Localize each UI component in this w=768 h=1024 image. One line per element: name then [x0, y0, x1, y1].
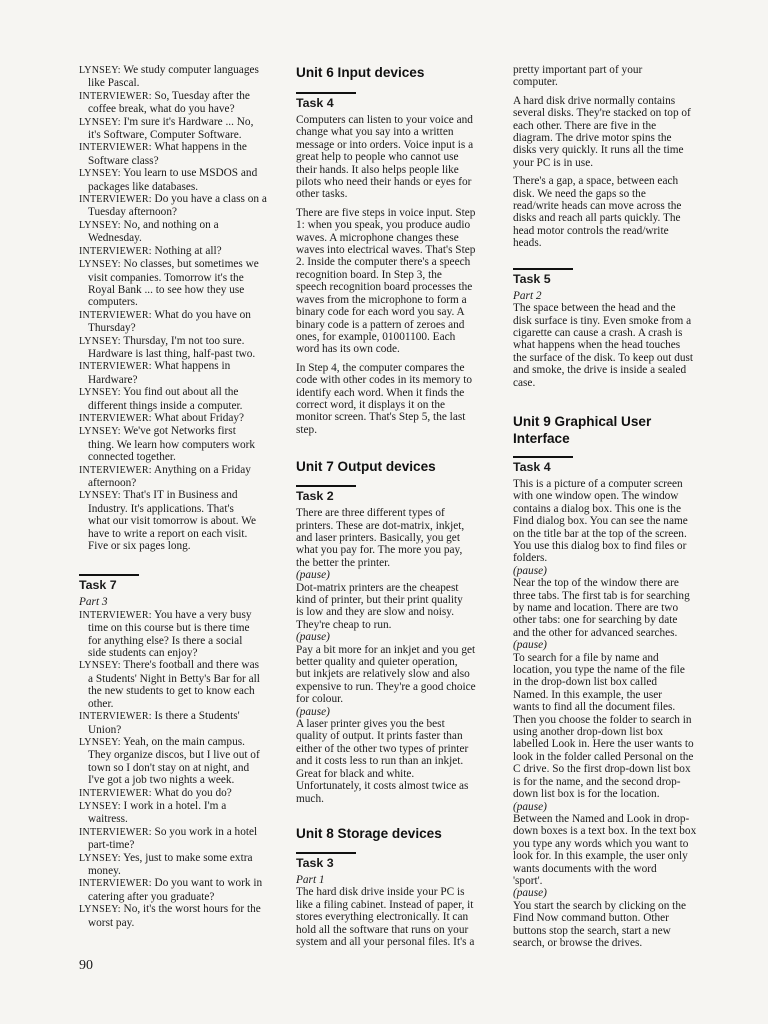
dialogue-text: What do you do?	[154, 786, 232, 799]
task-5-part-label: Part 2	[513, 289, 542, 302]
text-line: other tasks.	[296, 188, 348, 201]
dialogue-text: waitress.	[88, 813, 128, 826]
dialogue-line	[79, 116, 281, 129]
unit-9-body	[513, 478, 719, 949]
speaker-label: INTERVIEWER:	[79, 826, 152, 838]
text-line: Pay a bit more for an inkjet and you get	[296, 643, 476, 656]
dialogue-text: You find out about all the	[123, 386, 239, 399]
dialogue-line	[79, 335, 281, 348]
dialogue-text: a Students' Night in Betty's Bar for all	[88, 672, 260, 685]
dialogue-text: That's IT in Business and	[123, 489, 238, 502]
text-line: kind of printer, but their print quality	[296, 594, 463, 606]
dialogue-text: I work in a hotel. I'm a	[123, 799, 227, 812]
dialogue-line	[79, 181, 281, 193]
pause-marker: (pause)	[513, 564, 547, 577]
dialogue-line	[79, 103, 281, 115]
dialogue-line	[79, 673, 281, 685]
text-line: down list box is for the location.	[513, 788, 660, 801]
dialogue-text: So you work in a hotel	[154, 825, 258, 838]
dialogue-text: Nothing at all?	[154, 244, 222, 257]
dialogue-text: Thursday, I'm not too sure.	[123, 334, 245, 347]
unit-7-title: Unit 7 Output devices	[296, 459, 436, 475]
page-number: 90	[79, 958, 93, 973]
dialogue-text: Hardware is last thing, half-past two.	[88, 347, 256, 360]
dialogue-line	[79, 622, 281, 634]
text-line: code with other codes in its memory to	[296, 374, 473, 387]
dialogue-text: worst pay.	[88, 916, 135, 929]
dialogue-line	[79, 736, 281, 749]
dialogue-text: other.	[88, 697, 114, 710]
text-line: and smoke, the drive is inside a sealed	[513, 364, 687, 377]
text-line: printers. These are dot-matrix, inkjet,	[296, 519, 465, 532]
dialogue-text: have to write a report on each visit.	[88, 527, 248, 540]
text-line: several disks. They're stacked on top of	[513, 107, 691, 120]
text-line: 'sport'.	[513, 874, 543, 887]
speaker-label: INTERVIEWER:	[79, 878, 152, 890]
unit-6-title: Unit 6 Input devices	[296, 65, 425, 80]
text-line: each other. There are five in the	[513, 119, 657, 132]
dialogue-line	[79, 647, 281, 659]
text-line: location, you type the name of the file	[513, 664, 685, 677]
pause-marker: (pause)	[513, 887, 547, 900]
dialogue-line	[79, 839, 281, 851]
unit-6-body	[296, 114, 498, 436]
text-line: waves. A microphone changes these	[296, 231, 459, 244]
column-right	[513, 64, 719, 949]
text-line: You start the search by clicking on the	[513, 899, 686, 912]
dialogue-line	[79, 90, 281, 103]
dialogue-text: visit companies. Tomorrow it's the	[88, 271, 244, 284]
text-line: Great for black and white.	[296, 767, 415, 780]
dialogue-text: side students can enjoy?	[88, 647, 198, 660]
dialogue-text: connected together.	[88, 451, 176, 464]
text-line: other tabs: one for searching by date	[513, 614, 678, 627]
text-line: Find Now command button. Other	[513, 912, 669, 925]
text-line: wants documents with the word	[513, 862, 657, 875]
dialogue-text: Five or six pages long.	[88, 540, 191, 553]
text-line: recognition board. In Step 3, the	[296, 268, 442, 281]
text-line: computer.	[513, 76, 558, 89]
dialogue-line	[79, 64, 281, 77]
text-line: diagram. The drive motor spins the	[513, 132, 672, 145]
text-line: look for. In this example, the user only	[513, 850, 688, 863]
dialogue-line	[79, 412, 281, 425]
dialogue-text: town so I don't stay on at night, and	[88, 761, 250, 774]
text-line: expensive to run. They're a good choice	[296, 680, 476, 693]
text-line: message or into orders. Voice input is a	[296, 138, 474, 151]
speaker-label: INTERVIEWER:	[79, 464, 152, 476]
dialogue-text: Yeah, on the main campus.	[123, 735, 245, 748]
dialogue-text: They organize discos, but I live out of	[88, 749, 260, 762]
text-line: Then you choose the folder to search in	[513, 713, 692, 726]
unit-9-title-line: Unit 9 Graphical User	[513, 413, 652, 429]
speaker-label: LYNSEY:	[79, 335, 121, 347]
speaker-label: LYNSEY:	[79, 387, 121, 399]
dialogue-line	[79, 309, 281, 322]
dialogue-text: Union?	[88, 723, 122, 736]
dialogue-line	[79, 635, 281, 647]
dialogue-line	[79, 477, 281, 489]
text-line: labelled Look in. Here the user wants to	[513, 738, 694, 751]
text-line: much.	[296, 792, 324, 805]
speaker-label: INTERVIEWER:	[79, 142, 152, 154]
task-5-heading: Task 5	[513, 268, 573, 287]
dialogue-text: I've got a job two nights a week.	[88, 774, 235, 787]
text-line: Between the Named and Look in drop-	[513, 812, 690, 825]
text-line: search, or browse the drives.	[513, 936, 643, 949]
text-line: pilots who need their hands or eyes for	[296, 176, 472, 189]
dialogue-line	[79, 489, 281, 502]
text-line: ones, for example, 01001100. Each	[296, 330, 456, 343]
dialogue-text: What happens in	[154, 360, 231, 373]
text-line: what happens when the head touches	[513, 339, 681, 352]
dialogue-text: Tuesday afternoon?	[88, 206, 177, 219]
text-line: better quality and quieter operation,	[296, 656, 458, 669]
text-line: The space between the head and the	[513, 302, 676, 315]
dialogue-line	[79, 464, 281, 477]
dialogue-line	[79, 528, 281, 540]
dialogue-line	[79, 272, 281, 284]
dialogue-line	[79, 77, 281, 89]
dialogue-text: part-time?	[88, 839, 135, 852]
text-line: and it costs less to run than an inkjet.	[296, 755, 464, 768]
dialogue-line	[79, 609, 281, 622]
text-line: Near the top of the window there are	[513, 577, 679, 590]
unit-9-title	[513, 413, 719, 447]
text-line: heads.	[513, 237, 542, 250]
dialogue-line	[79, 515, 281, 527]
speaker-label: INTERVIEWER:	[79, 787, 152, 799]
text-line: what you pay for. The more you pay,	[296, 544, 463, 557]
unit-8-part-label: Part 1	[296, 873, 325, 886]
speaker-label: LYNSEY:	[79, 259, 121, 271]
task-7-part-label: Part 3	[79, 596, 108, 609]
text-line: down boxes is a text box. In the text box	[513, 825, 697, 838]
dialogue-line	[79, 724, 281, 736]
dialogue-line	[79, 425, 281, 438]
dialogue-text: time on this course but is there time	[88, 622, 250, 635]
speaker-label: LYNSEY:	[79, 800, 121, 812]
text-line: quality of output. It prints faster than	[296, 730, 463, 743]
dialogue-text: Do you have a class on a	[154, 193, 267, 206]
dialogue-text: What happens in the	[154, 141, 247, 154]
dialogue-text: Royal Bank ... to see how they use	[88, 283, 245, 296]
text-line: head motor controls the read/write	[513, 224, 669, 237]
column-left	[79, 64, 281, 929]
dialogue-text: No, it's the worst hours for the	[123, 903, 261, 916]
text-line: disk. We need the gaps so the	[513, 187, 646, 200]
dialogue-text: What about Friday?	[154, 411, 245, 424]
dialogue-line	[79, 360, 281, 373]
dialogue-text: You learn to use MSDOS and	[123, 167, 258, 180]
storage-continued-body	[513, 64, 719, 250]
text-line: To search for a file by name and	[513, 651, 659, 664]
dialogue-text: What do you have on	[154, 308, 251, 321]
text-line: and laser printers. Basically, you get	[296, 531, 460, 544]
dialogue-text: different things inside a computer.	[88, 399, 243, 412]
dialogue-line	[79, 877, 281, 890]
text-line: binary code is a pattern of zeroes and	[296, 318, 465, 331]
text-line: three tabs. The first tab is for searching	[513, 589, 690, 602]
text-line: correct word, it displays it on the	[296, 398, 446, 411]
dialogue-text: like Pascal.	[88, 77, 140, 90]
text-line: A hard disk drive normally contains	[513, 94, 676, 107]
speaker-label: INTERVIEWER:	[79, 412, 152, 424]
dialogue-text: So, Tuesday after the	[154, 89, 250, 102]
text-line: and the other for advanced searches.	[513, 626, 678, 639]
unit-7-task-heading: Task 2	[296, 485, 356, 504]
text-line: speech recognition board processes the	[296, 281, 473, 294]
text-line: They're cheap to run.	[296, 618, 392, 631]
dialogue-line	[79, 698, 281, 710]
dialogue-line	[79, 503, 281, 515]
dialogue-text: thing. We learn how computers work	[88, 438, 256, 451]
text-line: but inkjets are relatively slow and also	[296, 668, 470, 681]
text-line: 2. Inside the computer there's a speech	[296, 256, 471, 269]
dialogue-line	[79, 762, 281, 774]
speaker-label: LYNSEY:	[79, 219, 121, 231]
dialogue-line	[79, 800, 281, 813]
unit-7-body	[296, 507, 498, 805]
dialogue-text: We study computer languages	[123, 64, 259, 76]
dialogue-line	[79, 891, 281, 903]
dialogue-text: You have a very busy	[154, 608, 252, 621]
text-line: disks very quickly. It runs all the time	[513, 144, 684, 157]
text-line: C drive. So the first drop-down list box	[513, 763, 691, 776]
text-line: your PC is in use.	[513, 156, 594, 169]
text-line: waves into electrical waves. That's Step	[296, 244, 476, 257]
unit-8-body	[296, 886, 498, 948]
dialogue-text: catering after you graduate?	[88, 890, 215, 903]
interview-dialogue-part-1	[79, 64, 281, 552]
dialogue-text: coffee break, what do you have?	[88, 103, 235, 116]
text-line: disks and reach all parts quickly. The	[513, 212, 681, 225]
pause-marker: (pause)	[513, 800, 547, 813]
text-line: Named. In this example, the user	[513, 688, 663, 701]
text-line: you type any words which you want to	[513, 837, 689, 850]
dialogue-line	[79, 749, 281, 761]
dialogue-line	[79, 903, 281, 916]
speaker-label: LYNSEY:	[79, 904, 121, 916]
dialogue-text: No classes, but sometimes we	[123, 258, 259, 271]
task-5-body	[513, 302, 719, 389]
text-line: There are three different types of	[296, 507, 445, 520]
text-line: Dot-matrix printers are the cheapest	[296, 581, 459, 594]
dialogue-line	[79, 400, 281, 412]
dialogue-text: Is there a Students'	[154, 710, 240, 723]
speaker-label: INTERVIEWER:	[79, 90, 152, 102]
text-line: the surface of the disk. To keep out dust	[513, 351, 694, 364]
dialogue-line	[79, 141, 281, 154]
text-line: with one window open. The window	[513, 490, 679, 503]
text-line: stores everything electronically. It can	[296, 911, 469, 924]
pause-marker: (pause)	[296, 631, 330, 644]
text-line: You use this dialog box to find files or	[513, 539, 687, 552]
dialogue-line	[79, 322, 281, 334]
text-line: is low and they are slow and noisy.	[296, 606, 455, 619]
dialogue-line	[79, 774, 281, 786]
dialogue-line	[79, 129, 281, 141]
text-line: folders.	[513, 552, 548, 565]
dialogue-line	[79, 787, 281, 800]
dialogue-line	[79, 206, 281, 218]
text-line: step.	[296, 423, 318, 436]
task-7-heading: Task 7	[79, 574, 139, 593]
speaker-label: LYNSEY:	[79, 426, 121, 438]
dialogue-text: Thursday?	[88, 322, 136, 335]
dialogue-text: it's Software, Computer Software.	[88, 129, 242, 142]
text-line: wants to find all the document files.	[513, 701, 676, 714]
dialogue-line	[79, 540, 281, 552]
speaker-label: LYNSEY:	[79, 168, 121, 180]
dialogue-line	[79, 710, 281, 723]
dialogue-text: No, and nothing on a	[123, 218, 219, 231]
speaker-label: INTERVIEWER:	[79, 609, 152, 621]
dialogue-line	[79, 865, 281, 877]
unit-8-title: Unit 8 Storage devices	[296, 825, 442, 841]
text-line: There are five steps in voice input. Step	[296, 206, 476, 219]
dialogue-line	[79, 284, 281, 296]
text-line: Find dialog box. You can see the name	[513, 515, 688, 528]
speaker-label: LYNSEY:	[79, 736, 121, 748]
speaker-label: LYNSEY:	[79, 116, 121, 128]
text-line: in the drop-down list box called	[513, 676, 658, 689]
text-line: In Step 4, the computer compares the	[296, 361, 465, 374]
dialogue-line	[79, 232, 281, 244]
speaker-label: INTERVIEWER:	[79, 194, 152, 206]
dialogue-line	[79, 374, 281, 386]
dialogue-line	[79, 219, 281, 232]
text-line: the better the printer.	[296, 556, 391, 569]
dialogue-line	[79, 258, 281, 271]
text-line: contains a dialog box. This one is the	[513, 502, 681, 515]
text-line: either of the other two types of printer	[296, 742, 469, 755]
dialogue-line	[79, 348, 281, 360]
text-line: look in the folder called Personal on the	[513, 750, 694, 763]
text-line: The hard disk drive inside your PC is	[296, 886, 465, 899]
dialogue-line	[79, 296, 281, 308]
dialogue-text: for anything else? Is there a social	[88, 634, 243, 647]
unit-9-title-line: Interface	[513, 430, 570, 446]
dialogue-line	[79, 167, 281, 180]
dialogue-text: Anything on a Friday	[153, 463, 251, 476]
dialogue-line	[79, 659, 281, 672]
text-line: using another drop-down list box	[513, 726, 663, 739]
dialogue-text: I'm sure it's Hardware ... No,	[123, 115, 254, 128]
text-line: disk surface is tiny. Even smoke from a	[513, 314, 692, 327]
interview-dialogue-part-2	[79, 609, 281, 929]
pause-marker: (pause)	[296, 705, 330, 718]
speaker-label: LYNSEY:	[79, 660, 121, 672]
text-line: case.	[513, 376, 536, 389]
dialogue-text: There's football and there was	[123, 659, 259, 672]
unit-9-task-heading: Task 4	[513, 456, 573, 475]
speaker-label: INTERVIEWER:	[79, 245, 152, 257]
dialogue-text: Hardware?	[88, 373, 138, 386]
dialogue-text: We've got Networks first	[123, 425, 236, 438]
text-line: like a filing cabinet. Instead of paper, it	[296, 898, 474, 911]
speaker-label: INTERVIEWER:	[79, 309, 152, 321]
text-line: monitor screen. That's Step 5, the last	[296, 411, 466, 424]
text-line: hold all the software that runs on your	[296, 923, 469, 936]
dialogue-text: computers.	[88, 296, 138, 309]
text-line: There's a gap, a space, between each	[513, 175, 679, 188]
speaker-label: LYNSEY:	[79, 490, 121, 502]
text-line: great help to people who cannot use	[296, 151, 459, 164]
dialogue-text: packages like databases.	[88, 180, 199, 193]
text-line: This is a picture of a computer screen	[513, 477, 683, 490]
dialogue-text: what our visit tomorrow is about. We	[88, 515, 257, 528]
dialogue-line	[79, 439, 281, 451]
speaker-label: INTERVIEWER:	[79, 711, 152, 723]
dialogue-line	[79, 852, 281, 865]
dialogue-text: Yes, just to make some extra	[123, 851, 253, 864]
text-line: identify each word. When it finds the	[296, 386, 465, 399]
pause-marker: (pause)	[513, 639, 547, 652]
dialogue-line	[79, 245, 281, 258]
text-line: system and all your personal files. It's a	[296, 935, 475, 948]
text-line: Computers can listen to your voice and	[296, 114, 473, 126]
dialogue-text: money.	[88, 864, 121, 877]
dialogue-line	[79, 826, 281, 839]
unit-8-task-heading: Task 3	[296, 852, 356, 871]
text-line: Unfortunately, it costs almost twice as	[296, 780, 469, 793]
dialogue-text: Software class?	[88, 154, 159, 167]
text-line: A laser printer gives you the best	[296, 718, 445, 731]
dialogue-text: Wednesday.	[88, 232, 142, 245]
dialogue-text: afternoon?	[88, 477, 137, 489]
dialogue-line	[79, 155, 281, 167]
text-line: on the title bar at the top of the screen.	[513, 527, 687, 540]
column-middle	[296, 64, 498, 948]
unit-6-task-heading: Task 4	[296, 92, 356, 111]
dialogue-line	[79, 685, 281, 697]
text-line: word has its own code.	[296, 343, 400, 356]
text-line: for colour.	[296, 693, 344, 706]
text-line: their hands. It also helps people like	[296, 163, 459, 176]
text-line: binary code for each word you say. A	[296, 306, 465, 319]
dialogue-text: Do you want to work in	[154, 877, 263, 890]
dialogue-line	[79, 917, 281, 929]
text-line: by name and location. There are two	[513, 602, 679, 614]
text-line: pretty important part of your	[513, 64, 643, 76]
dialogue-line	[79, 386, 281, 399]
speaker-label: LYNSEY:	[79, 852, 121, 864]
speaker-label: INTERVIEWER:	[79, 361, 152, 373]
text-line: read/write heads can move across the	[513, 200, 682, 213]
dialogue-line	[79, 451, 281, 463]
dialogue-line	[79, 193, 281, 206]
dialogue-text: Industry. It's applications. That's	[88, 502, 234, 515]
dialogue-line	[79, 813, 281, 825]
dialogue-text: the new students to get to know each	[88, 685, 255, 698]
text-line: waves from the microphone to form a	[296, 293, 467, 306]
text-line: cigarette can cause a crash. A crash is	[513, 326, 683, 339]
text-line: buttons stop the search, start a new	[513, 924, 671, 937]
text-line: is for the name, and the second drop-	[513, 775, 681, 788]
speaker-label: LYNSEY:	[79, 65, 121, 76]
text-line: change what you say into a written	[296, 126, 454, 139]
text-line: 1: when you speak, you produce audio	[296, 219, 471, 232]
pause-marker: (pause)	[296, 569, 330, 582]
